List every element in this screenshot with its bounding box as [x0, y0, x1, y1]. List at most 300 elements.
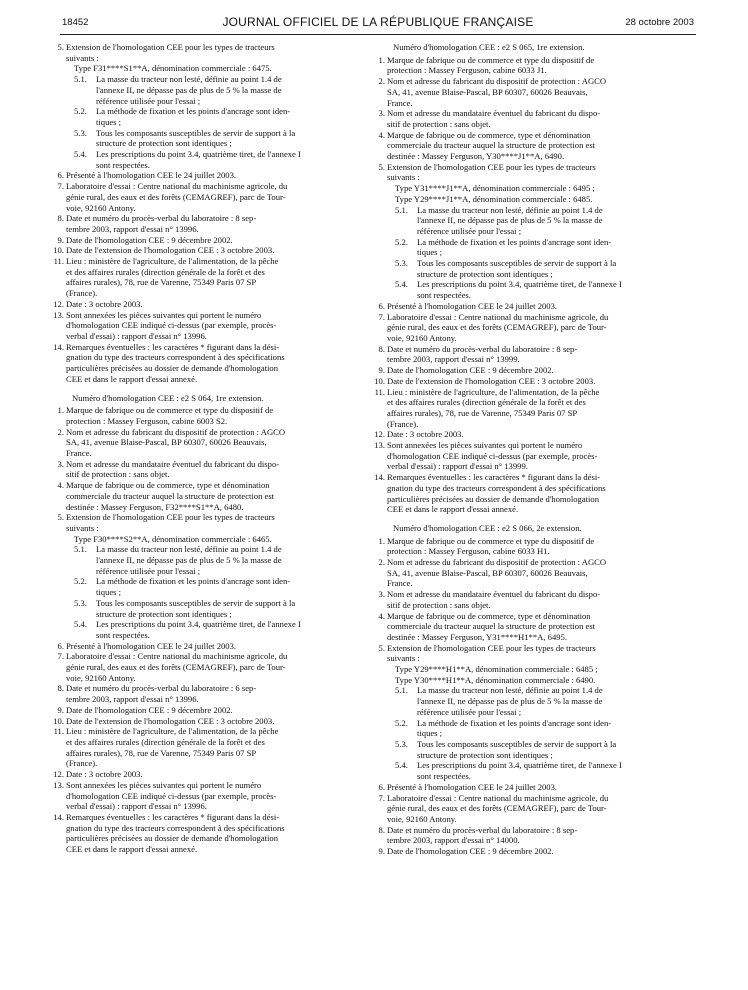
line-text: La masse du tracteur non lesté, définie au point 1.4 de [417, 204, 603, 215]
line-text: Date et numéro du procès-verbal du laboratoire : 8 sep- [66, 213, 257, 224]
line-text: verbal d'essai) : rapport d'essai n° 13999. [387, 461, 528, 472]
line-text: suivants : [387, 653, 420, 664]
text-continuation [387, 483, 687, 494]
sub-item-number: 5.1. [395, 685, 408, 696]
line-text: tiques ; [417, 247, 443, 258]
sub-item [66, 619, 366, 630]
line-text: Type F31****S1**A, dénomination commerciale : 6475. [74, 63, 272, 74]
line-text: commerciale du tracteur auquel la structure de protection est [387, 140, 596, 151]
line-text: particulières précisées au dossier de demande d'homologation [66, 833, 279, 844]
item-number: 14. [53, 341, 64, 352]
line-text: gnation du type des tracteurs correspondent à des spécifications [387, 482, 606, 493]
sub-item-continuation [387, 707, 687, 718]
item-number: 8. [378, 343, 385, 354]
numbered-item [378, 557, 687, 568]
text-continuation [66, 288, 366, 299]
text-continuation [387, 494, 687, 505]
line-text: Date et numéro du procès-verbal du laboratoire : 8 sep- [387, 824, 578, 835]
numbered-item [57, 704, 366, 716]
line-text: CEE et dans le rapport d'essai annexé. [387, 504, 519, 515]
numbered-item [53, 811, 366, 823]
line-text: Date de l'extension de l'homologation CEE : 3 octobre 2003. [66, 245, 275, 256]
text-continuation [387, 578, 687, 589]
line-text: France. [387, 97, 413, 108]
text-continuation [66, 331, 366, 342]
line-text: tembre 2003, rapport d'essai n° 13996. [66, 223, 199, 234]
sub-item-continuation [66, 609, 366, 620]
sub-item [387, 718, 687, 729]
line-text: Type Y31****J1**A, dénomination commerciale : 6495 ; [395, 183, 595, 194]
sub-item-continuation [66, 566, 366, 577]
item-number: 9. [57, 704, 64, 715]
line-text: structure de protection sont identiques ; [417, 268, 553, 279]
line-text: Tous les composants susceptibles de servir de support à la [417, 739, 617, 749]
line-text: tembre 2003, rapport d'essai n° 13996. [66, 694, 199, 705]
sub-item-continuation [387, 247, 687, 258]
section-title [66, 393, 366, 404]
numbered-item [378, 642, 687, 654]
line-text: référence utilisée pour l'essai ; [96, 565, 201, 576]
item-number: 8. [57, 683, 64, 694]
line-text: protection : Massey Ferguson, cabine 6003 S2. [66, 415, 228, 426]
numbered-item [378, 365, 687, 376]
line-text: France. [66, 448, 92, 459]
sub-item-continuation [387, 290, 687, 301]
line-text: destinée : Massey Ferguson, Y31****H1**A, 6495. [387, 631, 567, 642]
numbered-item [57, 640, 366, 652]
line-text: génie rural, des eaux et des forêts (CEMAGREF), parc de Tour- [66, 662, 286, 673]
sub-item-continuation [387, 696, 687, 707]
line-text: Type Y29****J1**A, dénomination commerciale : 6485. [395, 193, 593, 204]
text-continuation [66, 374, 366, 385]
numbered-item [374, 440, 687, 451]
line-text: Remarques éventuelles : les caractères * figurant dans la dési- [66, 811, 280, 822]
sub-item-continuation [66, 630, 366, 641]
sub-item-continuation [66, 160, 366, 171]
line-text: La méthode de fixation et les points d'ancrage sont iden- [417, 236, 612, 247]
item-number: 2. [57, 426, 64, 437]
line-text: voie, 92160 Antony. [387, 813, 457, 824]
text-continuation [387, 354, 687, 365]
item-number: 7. [378, 311, 385, 322]
item-number: 10. [53, 245, 64, 256]
item-number: 5. [57, 42, 64, 52]
line-text: Extension de l'homologation CEE pour les types de tracteurs [387, 642, 596, 653]
text-continuation [66, 224, 366, 235]
text-continuation [387, 151, 687, 162]
numbered-item [378, 343, 687, 355]
line-text: tiques ; [96, 116, 122, 127]
numbered-item [57, 42, 366, 53]
line-text: gnation du type des tracteurs correspondent à des spécifications [66, 822, 285, 833]
text-continuation [387, 87, 687, 98]
text-continuation [66, 491, 366, 502]
line-text: voie, 92160 Antony. [387, 332, 457, 343]
journal-title: JOURNAL OFFICIEL DE LA RÉPUBLIQUE FRANÇAISE [222, 15, 534, 29]
numbered-item [378, 311, 687, 323]
item-number: 4. [378, 129, 385, 140]
line-text: Lieu : ministère de l'agriculture, de l'alimentation, de la pêche [66, 256, 279, 267]
text-continuation [66, 277, 366, 288]
item-number: 5. [378, 642, 385, 653]
item-number: 11. [53, 726, 64, 737]
item-number: 7. [57, 651, 64, 662]
line-text: Date : 3 octobre 2003. [66, 298, 143, 309]
sub-item-number: 5.3. [74, 597, 87, 608]
numbered-item [378, 76, 687, 87]
numbered-item [53, 769, 366, 780]
text-continuation [66, 448, 366, 459]
line-text: référence utilisée pour l'essai ; [96, 95, 201, 106]
sub-item [387, 205, 687, 216]
line-text: l'annexe II, ne dépasse pas de plus de 5 % la masse de [96, 555, 282, 566]
line-text: Nom et adresse du mandataire éventuel du fabricant du dispo- [66, 458, 280, 469]
line-text: Date : 3 octobre 2003. [387, 429, 464, 440]
sub-item [387, 279, 687, 290]
tractor-type-line [387, 664, 687, 675]
numbered-item [53, 779, 366, 791]
text-continuation [387, 835, 687, 846]
line-text: France. [387, 578, 413, 589]
item-number: 5. [378, 161, 385, 172]
sub-item-number: 5.2. [74, 576, 87, 587]
text-continuation [66, 352, 366, 363]
line-text: La méthode de fixation et les points d'ancrage sont iden- [96, 576, 291, 587]
line-text: l'annexe II, ne dépasse pas de plus de 5 % la masse de [96, 84, 282, 95]
numbered-item [374, 375, 687, 387]
item-number: 7. [57, 181, 64, 192]
line-text: Extension de l'homologation CEE pour les types de tracteurs [387, 161, 596, 172]
sub-item [66, 74, 366, 85]
sub-item-continuation [387, 226, 687, 237]
line-text: tembre 2003, rapport d'essai n° 13999. [387, 354, 520, 365]
text-continuation [66, 844, 366, 855]
sub-item-number: 5.3. [74, 127, 87, 138]
item-number: 5. [57, 512, 64, 523]
text-continuation [66, 694, 366, 705]
text-continuation [387, 397, 687, 408]
numbered-item [57, 458, 366, 470]
sub-item-continuation [66, 117, 366, 128]
line-text: sitif de protection : sans objet. [387, 118, 491, 129]
numbered-item [378, 846, 687, 857]
line-text: Date de l'homologation CEE : 9 décembre 2002. [387, 846, 554, 857]
item-number: 6. [378, 300, 385, 311]
line-text: SA, 41, avenue Blaise-Pascal, BP 60307, 60026 Beauvais, [387, 567, 588, 578]
line-text: d'homologation CEE indiqué ci-dessus (par exemple, procès- [387, 450, 598, 461]
numbered-item [57, 405, 366, 416]
numbered-item [53, 309, 366, 321]
item-number: 8. [57, 213, 64, 224]
text-continuation [387, 803, 687, 814]
item-number: 1. [378, 54, 385, 65]
sub-item [66, 576, 366, 587]
text-continuation [387, 600, 687, 611]
sub-item-continuation [66, 138, 366, 149]
tractor-type-line [387, 194, 687, 205]
line-text: sont respectées. [96, 159, 150, 170]
text-continuation [66, 203, 366, 214]
line-text: (France). [66, 288, 98, 299]
page-header [60, 14, 696, 35]
text-continuation [387, 451, 687, 462]
line-text: particulières précisées au dossier de demande d'homologation [387, 493, 600, 504]
item-number: 6. [57, 170, 64, 181]
text-continuation [66, 320, 366, 331]
sub-item [66, 149, 366, 160]
numbered-item [378, 792, 687, 804]
numbered-item [378, 300, 687, 312]
item-number: 6. [378, 781, 385, 792]
text-continuation [387, 65, 687, 76]
sub-item-number: 5.4. [395, 279, 408, 290]
item-number: 7. [378, 792, 385, 803]
line-text: d'homologation CEE indiqué ci-dessus (par exemple, procès- [66, 790, 277, 801]
line-text: tembre 2003, rapport d'essai n° 14000. [387, 835, 520, 846]
sub-item [387, 685, 687, 696]
numbered-item [53, 245, 366, 256]
line-text: Date de l'homologation CEE : 9 décembre 2002. [387, 365, 554, 376]
numbered-item [378, 161, 687, 173]
line-text: Tous les composants susceptibles de servir de support à la [96, 127, 296, 138]
line-text: SA, 41, avenue Blaise-Pascal, BP 60307, 60026 Beauvais, [387, 86, 588, 97]
text-continuation [66, 192, 366, 203]
item-number: 13. [374, 440, 385, 451]
numbered-item [53, 715, 366, 727]
line-text: CEE et dans le rapport d'essai annexé. [66, 373, 198, 384]
line-text: sitif de protection : sans objet. [66, 469, 170, 480]
text-continuation [66, 53, 366, 64]
item-number: 3. [378, 108, 385, 119]
sub-item-continuation [387, 215, 687, 226]
line-text: Présenté à l'homologation CEE le 24 juillet 2003. [66, 170, 237, 181]
sub-item-number: 5.2. [74, 106, 87, 117]
text-continuation [66, 833, 366, 844]
item-number: 1. [378, 535, 385, 546]
line-text: commerciale du tracteur auquel la structure de protection est [387, 621, 596, 632]
line-text: affaires rurales), 78, rue de Varenne, 75349 Paris 07 SP [66, 277, 257, 288]
line-text: structure de protection sont identiques ; [417, 749, 553, 760]
line-text: La masse du tracteur non lesté, définie au point 1.4 de [96, 74, 282, 85]
line-text: et des affaires rurales (direction générale de la forêt et des [387, 397, 586, 408]
line-text: génie rural, des eaux et des forêts (CEMAGREF), parc de Tour- [66, 191, 286, 202]
numbered-item [57, 683, 366, 694]
item-number: 9. [57, 234, 64, 245]
line-text: Lieu : ministère de l'agriculture, de l'alimentation, de la pêche [66, 726, 279, 737]
text-continuation [387, 408, 687, 419]
numbered-item [378, 589, 687, 600]
item-number: 1. [57, 405, 64, 416]
numbered-item [57, 213, 366, 224]
line-text: Remarques éventuelles : les caractères * figurant dans la dési- [387, 472, 601, 483]
sub-item-continuation [387, 750, 687, 761]
item-number: 12. [374, 429, 385, 440]
text-continuation [387, 461, 687, 472]
text-continuation [66, 662, 366, 673]
line-text: La méthode de fixation et les points d'ancrage sont iden- [96, 106, 291, 117]
line-text: et des affaires rurales (direction générale de la forêt et des [66, 737, 265, 747]
sub-item-continuation [387, 771, 687, 782]
text-continuation [387, 546, 687, 557]
line-text: Extension de l'homologation CEE pour les types de tracteurs [66, 42, 275, 52]
line-text: voie, 92160 Antony. [66, 202, 136, 213]
line-text: Marque de fabrique ou de commerce, type et dénomination [387, 129, 591, 140]
line-text: Type F30****S2**A, dénomination commerciale : 6465. [74, 533, 272, 544]
line-text: tiques ; [96, 587, 122, 598]
numbered-item [57, 480, 366, 491]
item-number: 4. [378, 610, 385, 621]
issue-date: 28 octobre 2003 [625, 17, 694, 28]
line-text: sont respectées. [417, 290, 471, 301]
item-number: 10. [53, 715, 64, 726]
numbered-item [378, 54, 687, 66]
line-text: Date : 3 octobre 2003. [66, 769, 143, 780]
item-number: 6. [57, 640, 64, 651]
text-continuation [387, 119, 687, 130]
line-text: Date et numéro du procès-verbal du laboratoire : 6 sep- [66, 683, 257, 694]
sub-item-continuation [66, 555, 366, 566]
line-text: suivants : [66, 522, 99, 533]
line-text: Les prescriptions du point 3.4, quatrième tiret, de l'annexe I [417, 279, 622, 290]
line-text: sitif de protection : sans objet. [387, 599, 491, 610]
line-text: Les prescriptions du point 3.4, quatrième tiret, de l'annexe I [417, 760, 622, 771]
numbered-item [374, 429, 687, 440]
sub-item-number: 5.2. [395, 236, 408, 247]
line-text: Sont annexées les pièces suivantes qui portent le numéro [66, 309, 262, 320]
line-text: Remarques éventuelles : les caractères * figurant dans la dési- [66, 341, 280, 352]
text-continuation [66, 502, 366, 513]
numbered-item [57, 512, 366, 523]
line-text: Date de l'extension de l'homologation CEE : 3 octobre 2003. [66, 715, 275, 726]
line-text: voie, 92160 Antony. [66, 672, 136, 683]
text-continuation [66, 801, 366, 812]
text-continuation [387, 621, 687, 632]
text-continuation [66, 416, 366, 427]
line-text: Type Y29****H1**A, dénomination commerciale : 6485 ; [395, 664, 598, 675]
line-text: Laboratoire d'essai : Centre national du machinisme agricole, du [387, 311, 609, 322]
numbered-item [378, 824, 687, 836]
text-continuation [387, 632, 687, 643]
sub-item [66, 106, 366, 117]
line-text: sont respectées. [96, 629, 150, 640]
line-text: particulières précisées au dossier de demande d'homologation [66, 363, 279, 374]
item-number: 10. [374, 375, 385, 386]
line-text: verbal d'essai) : rapport d'essai n° 13996. [66, 330, 207, 341]
line-text: Date de l'extension de l'homologation CEE : 3 octobre 2003. [387, 375, 596, 386]
sub-item-number: 5.3. [395, 739, 408, 749]
line-text: Nom et adresse du fabricant du dispositif de protection : AGCO [387, 557, 607, 568]
text-continuation [387, 419, 687, 430]
sub-item [387, 739, 687, 750]
line-text: Marque de fabrique ou de commerce, type et dénomination [387, 610, 591, 621]
line-text: structure de protection sont identiques ; [96, 608, 232, 619]
item-number: 9. [378, 365, 385, 376]
sub-item-continuation [66, 96, 366, 107]
line-text: tiques ; [417, 728, 443, 739]
line-text: protection : Massey Ferguson, cabine 6033 H1. [387, 546, 550, 557]
item-number: 2. [378, 557, 385, 568]
item-number: 11. [374, 386, 385, 397]
sub-item-continuation [387, 728, 687, 739]
line-text: Les prescriptions du point 3.4, quatrième tiret, de l'annexe I [96, 149, 301, 160]
tractor-type-line [387, 675, 687, 686]
line-text: gnation du type des tracteurs correspondent à des spécifications [66, 352, 285, 363]
line-text: Tous les composants susceptibles de servir de support à la [417, 258, 617, 269]
line-text: affaires rurales), 78, rue de Varenne, 75349 Paris 07 SP [66, 747, 257, 758]
text-continuation [387, 172, 687, 183]
line-text: Présenté à l'homologation CEE le 24 juillet 2003. [387, 781, 558, 792]
line-text: protection : Massey Ferguson, cabine 6033 J1. [387, 65, 547, 76]
right-column [374, 42, 687, 857]
sub-item [387, 258, 687, 269]
item-number: 11. [53, 256, 64, 267]
sub-item-number: 5.4. [74, 149, 87, 160]
line-text: commerciale du tracteur auquel la structure de protection est [66, 490, 275, 501]
page-number: 18452 [62, 17, 89, 28]
sub-item [66, 598, 366, 609]
line-text: verbal d'essai) : rapport d'essai n° 13996. [66, 801, 207, 812]
line-text: Date et numéro du procès-verbal du laboratoire : 8 sep- [387, 343, 578, 354]
tractor-type-line [66, 534, 366, 545]
text-continuation [387, 98, 687, 109]
item-number: 12. [53, 298, 64, 309]
line-text: Nom et adresse du fabricant du dispositif de protection : AGCO [387, 76, 607, 87]
item-number: 14. [374, 472, 385, 483]
line-text: Laboratoire d'essai : Centre national du machinisme agricole, du [66, 181, 288, 192]
line-text: Date de l'homologation CEE : 9 décembre 2002. [66, 234, 233, 245]
line-text: (France). [387, 418, 419, 429]
line-text: d'homologation CEE indiqué ci-dessus (par exemple, procès- [66, 320, 277, 331]
text-continuation [66, 758, 366, 769]
sub-item-number: 5.1. [74, 74, 87, 85]
numbered-item [57, 651, 366, 662]
line-text: génie rural, des eaux et des forêts (CEMAGREF), parc de Tour- [387, 803, 607, 814]
line-text: destinée : Massey Ferguson, Y30****J1**A, 6490. [387, 151, 565, 162]
numbered-item [374, 386, 687, 398]
sub-item [387, 237, 687, 248]
line-text: Tous les composants susceptibles de servir de support à la [96, 597, 296, 608]
line-text: affaires rurales), 78, rue de Varenne, 75349 Paris 07 SP [387, 407, 578, 418]
line-text: CEE et dans le rapport d'essai annexé. [66, 844, 198, 855]
numbered-item [57, 234, 366, 246]
line-text: (France). [66, 758, 98, 769]
text-continuation [66, 437, 366, 448]
line-text: Marque de fabrique ou de commerce et type du dispositif de [66, 405, 274, 416]
line-text: Les prescriptions du point 3.4, quatrième tiret, de l'annexe I [96, 619, 301, 630]
line-text: Lieu : ministère de l'agriculture, de l'alimentation, de la pêche [387, 386, 600, 397]
text-continuation [66, 267, 366, 278]
sub-item-number: 5.4. [74, 619, 87, 630]
numbered-item [378, 535, 687, 547]
text-continuation [387, 653, 687, 664]
sub-item-number: 5.2. [395, 717, 408, 728]
numbered-item [378, 781, 687, 793]
section-title [387, 523, 687, 534]
tractor-type-line [66, 63, 366, 74]
sub-item-number: 5.4. [395, 760, 408, 771]
line-text: Laboratoire d'essai : Centre national du machinisme agricole, du [387, 792, 609, 803]
item-number: 8. [378, 824, 385, 835]
text-continuation [66, 523, 366, 534]
item-number: 3. [57, 458, 64, 469]
item-number: 13. [53, 779, 64, 790]
text-continuation [387, 322, 687, 333]
text-continuation [66, 469, 366, 480]
line-text: Nom et adresse du fabricant du dispositif de protection : AGCO [66, 426, 286, 437]
line-text: destinée : Massey Ferguson, F32****S1**A, 6480. [66, 501, 244, 512]
sub-item [66, 544, 366, 555]
numbered-item [378, 129, 687, 141]
